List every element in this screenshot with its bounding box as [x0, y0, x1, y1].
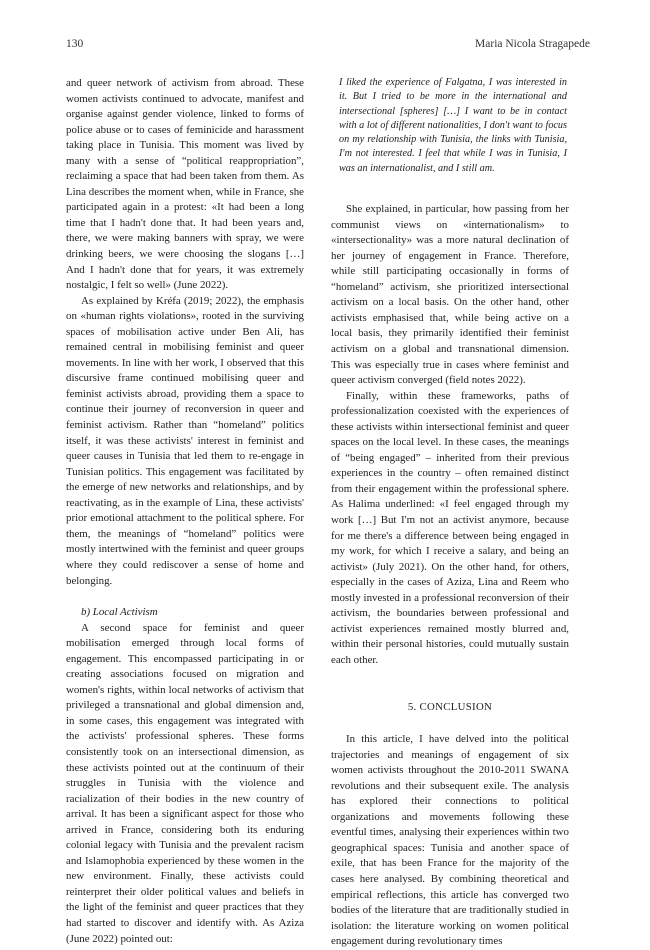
- page-number: 130: [66, 38, 84, 50]
- block-quote: I liked the experience of Falgatna, I was interested in it. But I tried to be more in the international and intersectional [spheres] […] I want to be in contact with a lot of different nationalities, I don't want to focus on my relationship with Tunisia, the links with Tunisia, I'm not interested. I feel that while I was in Tunisia, I was an internationalist, and I still am.: [339, 77, 567, 174]
- left-column: [66, 76, 304, 947]
- paragraph: A second space for feminist and queer mobilisation emerged through local forms of engagement. This encompassed participating in or creating associations focused on migration and women's rights, within local networks of activism that privileged a transnational and global dimension and, in some cases, this engagement was integrated with the activists' professional spheres. These forms consistently took on an intersectional dimension, as these activists pointed out at the continuum of their struggles in Tunisia with the violence and racialization of their bodies in the new country of arrival. It has been a significant aspect for those who arrived in France, considering both its enduring colonial legacy with Tunisia and the prevalent racism and Islamophobia experienced by these women in the new environment. Finally, these activists could reinterpret their older political values and beliefs in the light of the feminist and queer practices that they had started to discover and identify with. As Aziza (June 2022) pointed out:: [66, 621, 304, 945]
- paragraph: She explained, in particular, how passing from her communist views on «internationalism» to «intersectionality» was a more natural declination of her journey of engagement in France. Therefore, while still participating occasionally in forms of “homeland” activism, she prioritized intersectional activism on a local basis. On the other hand, other activists emphasised that, while being active on a local basis, they primarily identified their feminist activism on a global and transnational dimension. This was especially true in cases where feminist and queer activism converged (field notes 2022).: [331, 203, 569, 387]
- paragraph: As explained by Kréfa (2019; 2022), the emphasis on «human rights violations», rooted in the surviving spaces of mobilisation active under Ben Ali, has remained central in mobilising feminist and queer movements. In line with her work, I observed that this discursive frame continued mobilising queer and feminist activists abroad, providing them a space to continue their journey of reconversion in queer and feminist activism. Rather than “homeland” politics itself, it was these activists' interest in feminist and queer causes in Tunisia that led them to re-engage in Tunisian politics. This engagement was facilitated by the emerge of new networks and relationships, and by reactivating, as in the example of Lina, these activists' prior emotional attachment to the political sphere. For them, the meanings of “homeland” politics were mostly intertwined with the feminist and queer groups where they could rediscover a sense of home and belonging.: [66, 294, 304, 587]
- paragraph: Finally, within these frameworks, paths of professionalization coexisted with the experiences of these activists within intersectional feminist and queer spaces on the local level. In these cases, the meanings of “being engaged” – inherited from their previous experiences in the country – often remained distinct from their engagement within the professional sphere. As Halima underlined: «I feel engaged through my work […] But I'm not an activist anymore, because for me there's a difference between being engaged in my work, for which I receive a salary, and being an activist» (July 2021). On the other hand, for others, especially in the cases of Aziza, Lina and Reem who mostly invested in a professional reconversion of their activism, the boundaries between professional and activist experiences remained mostly blurred and, within their personal histories, could mutually sustain each other.: [331, 389, 569, 666]
- right-column: [331, 76, 569, 950]
- section-heading: 5. CONCLUSION: [407, 701, 493, 714]
- page-header: [66, 38, 590, 54]
- subsection-heading: b) Local Activism: [81, 606, 158, 619]
- paragraph: and queer network of activism from abroad. These women activists continued to advocate, manifest and organise against gender violence, linked to forms of police abuse or to cases of feminicide and harassment taking place in Tunisia. This moment was lived by many with a sense of “political reappropriation”, reclaiming a space that had been taken from them. As Lina describes the moment when, while in France, she participated again in a protest: «It had been a long time that I hadn't done that. It had been years and, there, we were making banners with spray, we were drinking beers, we were choosing the slogans […] And I hadn't done that for years, it was extremely nostalgic, I felt so well» (June 2022).: [66, 77, 304, 292]
- running-head-author: Maria Nicola Stragapede: [475, 38, 590, 50]
- paragraph: In this article, I have delved into the political trajectories and meanings of engagement of six women activists throughout the 2010-2011 SWANA revolutions and their subsequent exile. The analysis has explored their connections to political organizations and movements following these eventful times, analysing their experiences within two geographical spaces: Tunisia and another space of exile, that has been France for the majority of the cases here analysed. By combining theoretical and empirical reflections, this article has converged two bodies of the literature that are traditionally studied in isolation: the literature working on women political engagement during revolutionary times: [331, 733, 569, 948]
